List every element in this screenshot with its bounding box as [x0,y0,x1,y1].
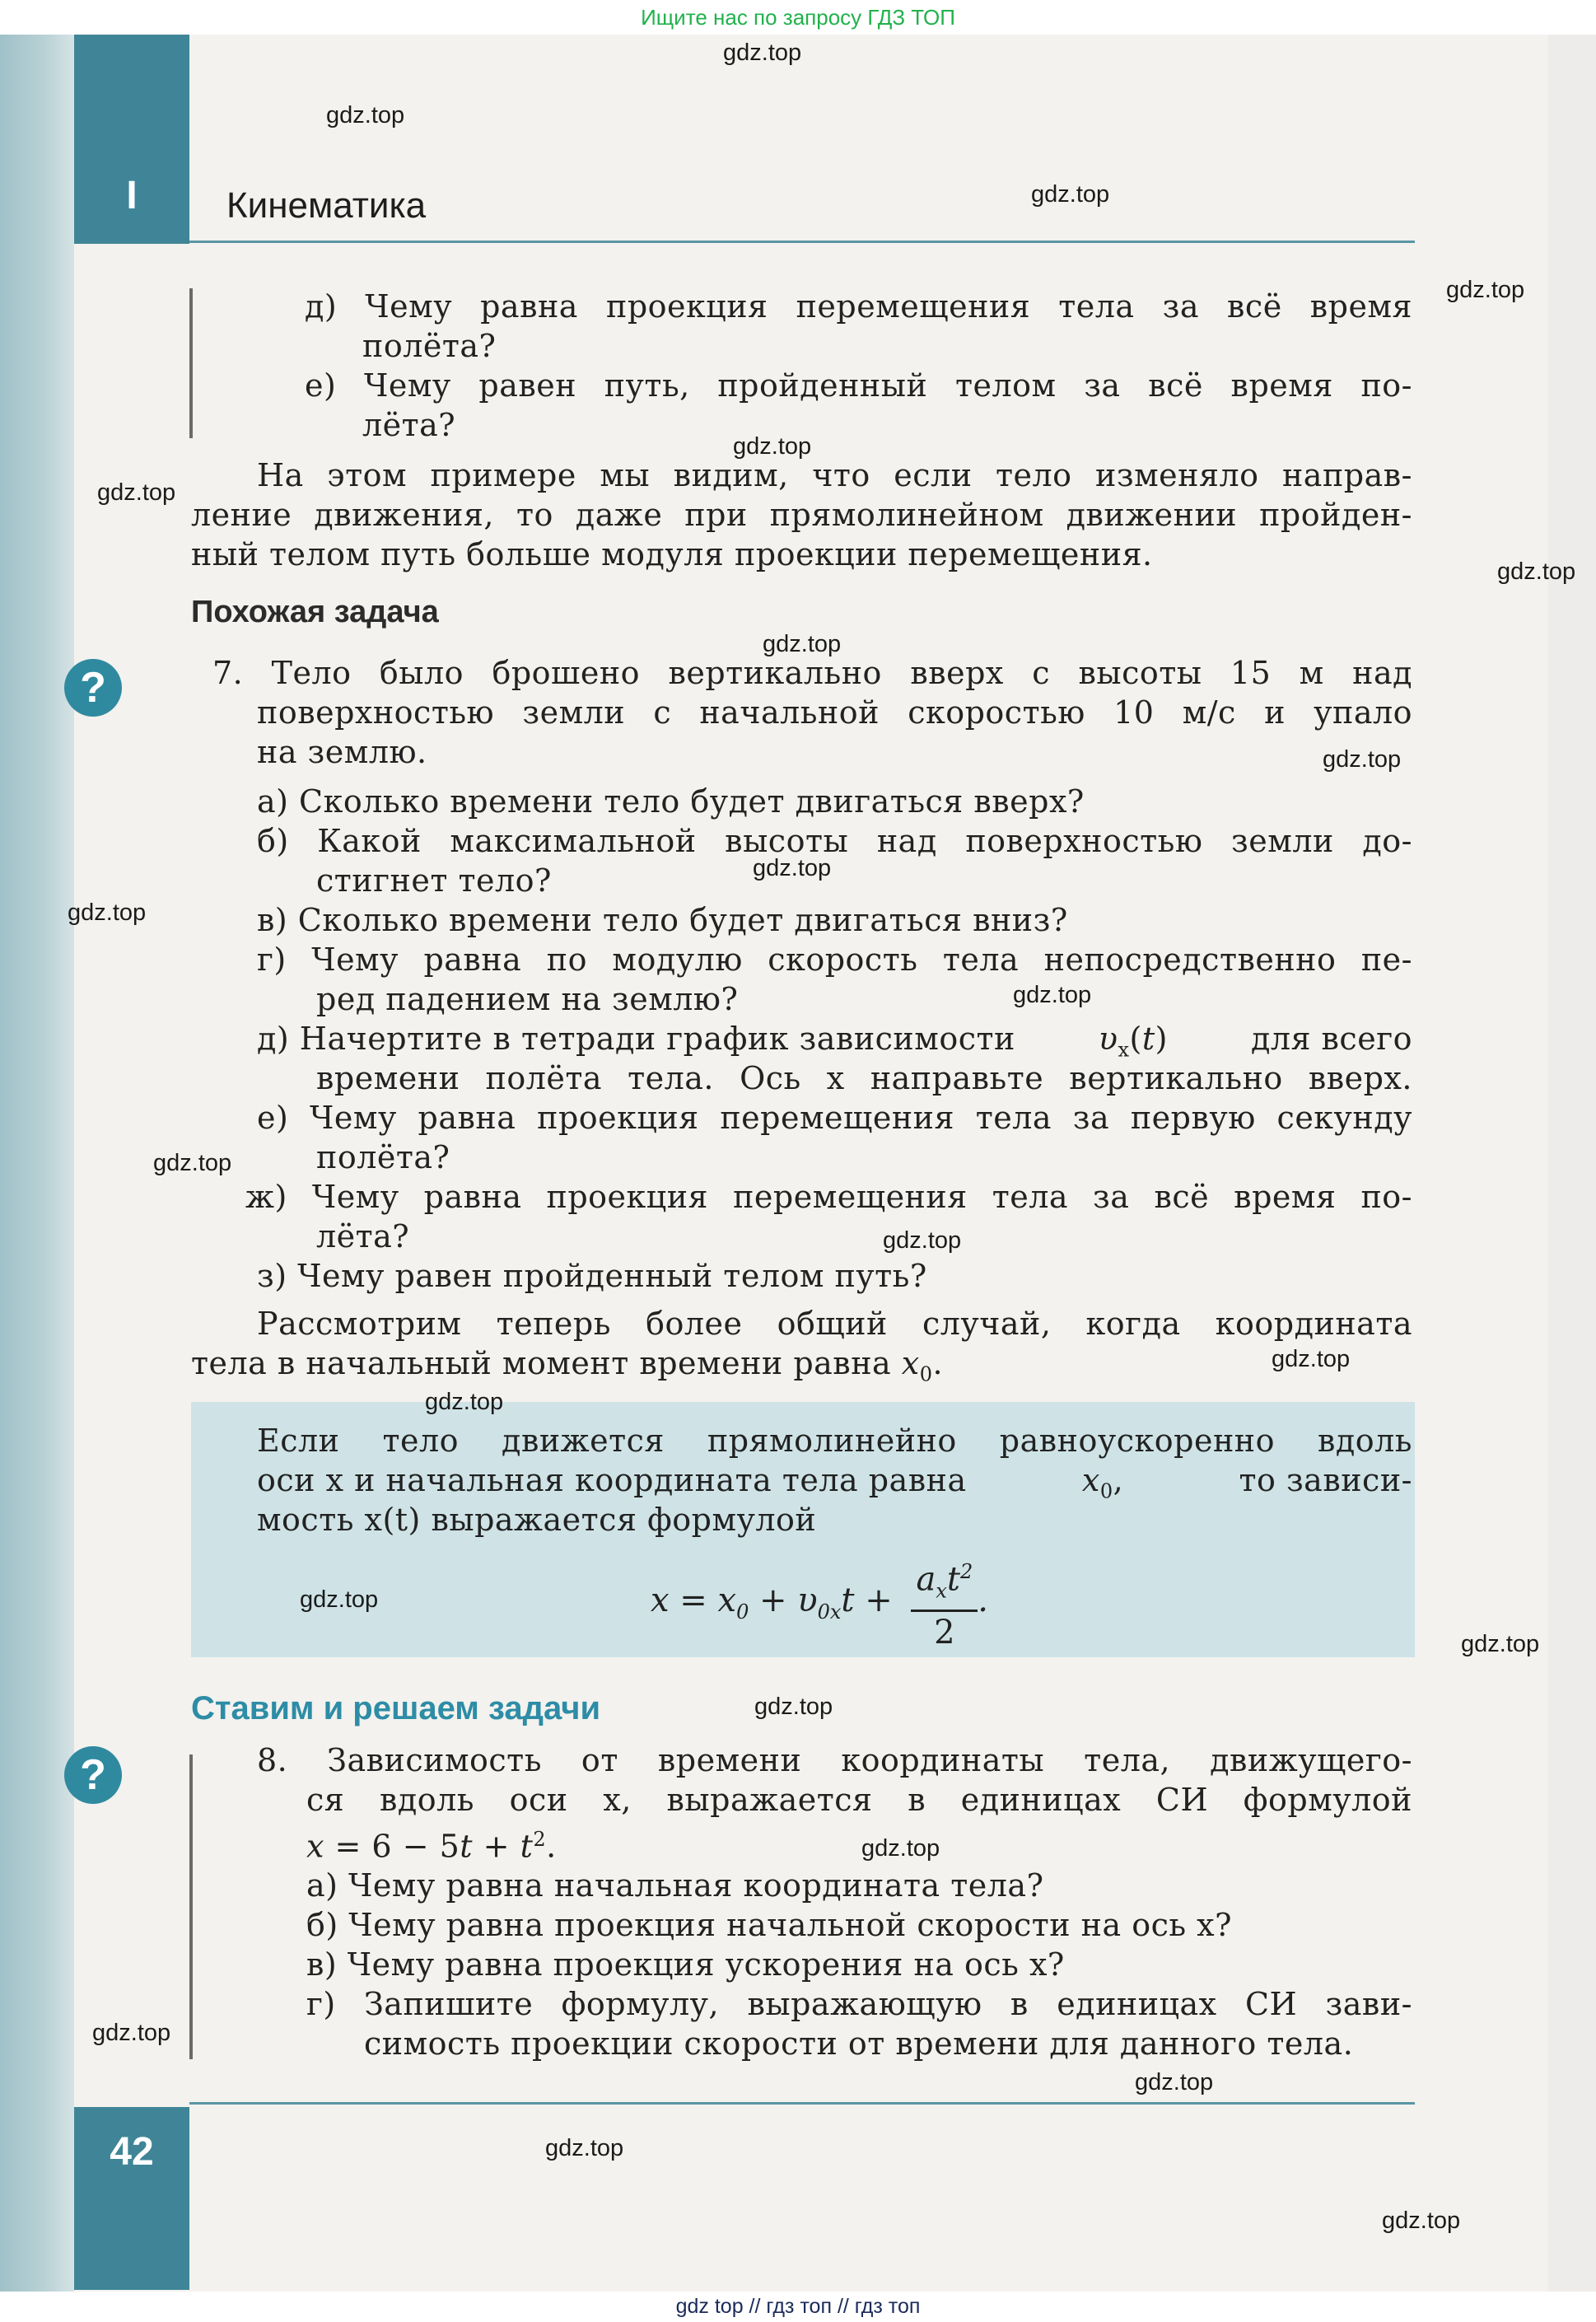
watermark: gdz.top [1461,1631,1540,1657]
watermark: gdz.top [92,2020,171,2046]
question-e: е) Чему равен путь, пройденный телом за всё время по- [305,367,1412,404]
chapter-title: Кинематика [226,185,427,226]
task8-a: а) Чему равна начальная координата тела? [306,1867,1044,1904]
task8-b: б) Чему равна проекция начальной скорости на ось x? [306,1907,1232,1943]
watermark: gdz.top [1031,181,1110,208]
task8-v: в) Чему равна проекция ускорения на ось x? [306,1946,1065,1983]
question-bar [189,1754,193,2059]
task7-line: 7. Тело было брошено вертикально вверх с высоты 15 м над [212,655,1412,691]
task8-g-cont: симость проекции скорости от времени для данного тела. [364,2025,1354,2062]
question-d: д) Чему равна проекция перемещения тела за всё время [305,288,1412,325]
task7-d-text: д) Начертите в тетради график зависимости [257,1021,1015,1057]
task8-line: ся вдоль оси x, выражается в единицах СИ формулой [306,1782,1412,1818]
watermark: gdz.top [97,479,176,506]
rule-line: Если тело движется прямолинейно равноускоренно вдоль [257,1423,1412,1459]
footer-links[interactable]: gdz top // гдз топ // гдз топ [0,2292,1596,2322]
watermark: gdz.top [68,899,147,926]
formula-fraction: $\frac{a_xt^2}{2}$ [911,1553,978,1653]
task7-b: б) Какой максимальной высоты над поверхностью земли до- [257,823,1412,859]
rule-line: мость x(t) выражается формулой [257,1502,817,1538]
task7-b-cont: стигнет тело? [316,862,552,899]
watermark: gdz.top [883,1227,962,1254]
watermark: gdz.top [723,40,802,66]
task7-g-cont: ред падением на землю? [316,981,739,1017]
task7-g: г) Чему равна по модулю скорость тела непосредственно пе- [257,941,1412,978]
task7-z: з) Чему равен пройденный телом путь? [257,1258,927,1294]
paragraph-line: ный телом путь больше модуля проекции перемещения. [191,536,1153,572]
question-mark-icon: ? [64,659,122,717]
question-e-cont: лёта? [362,407,456,443]
motion-formula: $x = x_0 + \upsilon_{0x}t$ + $\frac{a_xt^2}{2}$ . [651,1553,988,1653]
rule-text-end: то зависи- [1239,1462,1412,1498]
watermark: gdz.top [733,433,812,460]
header-rule [189,241,1415,243]
right-page-shade [1548,35,1596,2292]
paragraph-line: Рассмотрим теперь более общий случай, когда координата [257,1306,1412,1342]
page-number: 42 [110,2130,154,2174]
watermark: gdz.top [861,1835,940,1862]
paragraph-text: тела в начальный момент времени равна [191,1345,892,1381]
rule-text: оси x и начальная координата тела равна [257,1462,967,1498]
watermark: gdz.top [153,1150,232,1176]
watermark: gdz.top [1382,2208,1461,2234]
left-page-strip [0,35,74,2292]
task7-d-text-end: для всего [1250,1021,1412,1057]
question-mark-icon: ? [64,1746,122,1804]
watermark: gdz.top [545,2135,624,2161]
watermark: gdz.top [1013,982,1092,1008]
task8-line: 8. Зависимость от времени координаты тела, движущего- [257,1742,1412,1778]
task7-d-cont: времени полёта тела. Ось x направьте вертикально вверх. [316,1060,1412,1096]
watermark: gdz.top [1272,1346,1351,1372]
task7-line: на землю. [257,734,427,770]
bottom-rule [189,2102,1415,2105]
section-heading: Ставим и решаем задачи [191,1690,601,1726]
top-banner[interactable]: Ищите нас по запросу ГДЗ ТОП [0,0,1596,35]
watermark: gdz.top [754,1694,833,1720]
watermark: gdz.top [1323,746,1402,773]
x0-symbol: $x_0$, [1081,1462,1124,1503]
watermark: gdz.top [753,855,832,881]
task7-v: в) Сколько времени тело будет двигаться вниз? [257,902,1068,938]
question-bar [189,288,193,438]
paragraph-line: ление движения, то даже при прямолинейном движении пройден- [191,497,1412,533]
task7-e: е) Чему равна проекция перемещения тела за первую секунду [257,1100,1412,1136]
watermark: gdz.top [763,631,842,657]
vx-t-symbol: $\upsilon_x(t)$ [1098,1021,1168,1062]
task7-a: а) Сколько времени тело будет двигаться вверх? [257,783,1085,820]
task7-line: поверхностью земли с начальной скоростью 10 м/с и упало [257,694,1412,731]
watermark: gdz.top [425,1389,504,1415]
task7-zh-cont: лёта? [316,1218,410,1254]
question-d-cont: полёта? [362,328,497,364]
watermark: gdz.top [1135,2069,1214,2095]
paragraph-line: тела в начальный момент времени равна $x_0$. [191,1345,944,1386]
task7-e-cont: полёта? [316,1139,450,1175]
chapter-number: I [126,174,138,217]
task8-g: г) Запишите формулу, выражающую в единицах СИ зави- [306,1986,1412,2022]
watermark: gdz.top [1497,558,1576,585]
similar-task-heading: Похожая задача [191,595,439,629]
task7-zh: ж) Чему равна проекция перемещения тела за всё время по- [245,1179,1412,1215]
task8-formula: $x = 6 - 5t + t^2$. [306,1828,557,1865]
watermark: gdz.top [300,1586,379,1613]
watermark: gdz.top [326,102,405,128]
watermark: gdz.top [1446,277,1525,303]
paragraph-line: На этом примере мы видим, что если тело изменяло направ- [257,457,1412,493]
